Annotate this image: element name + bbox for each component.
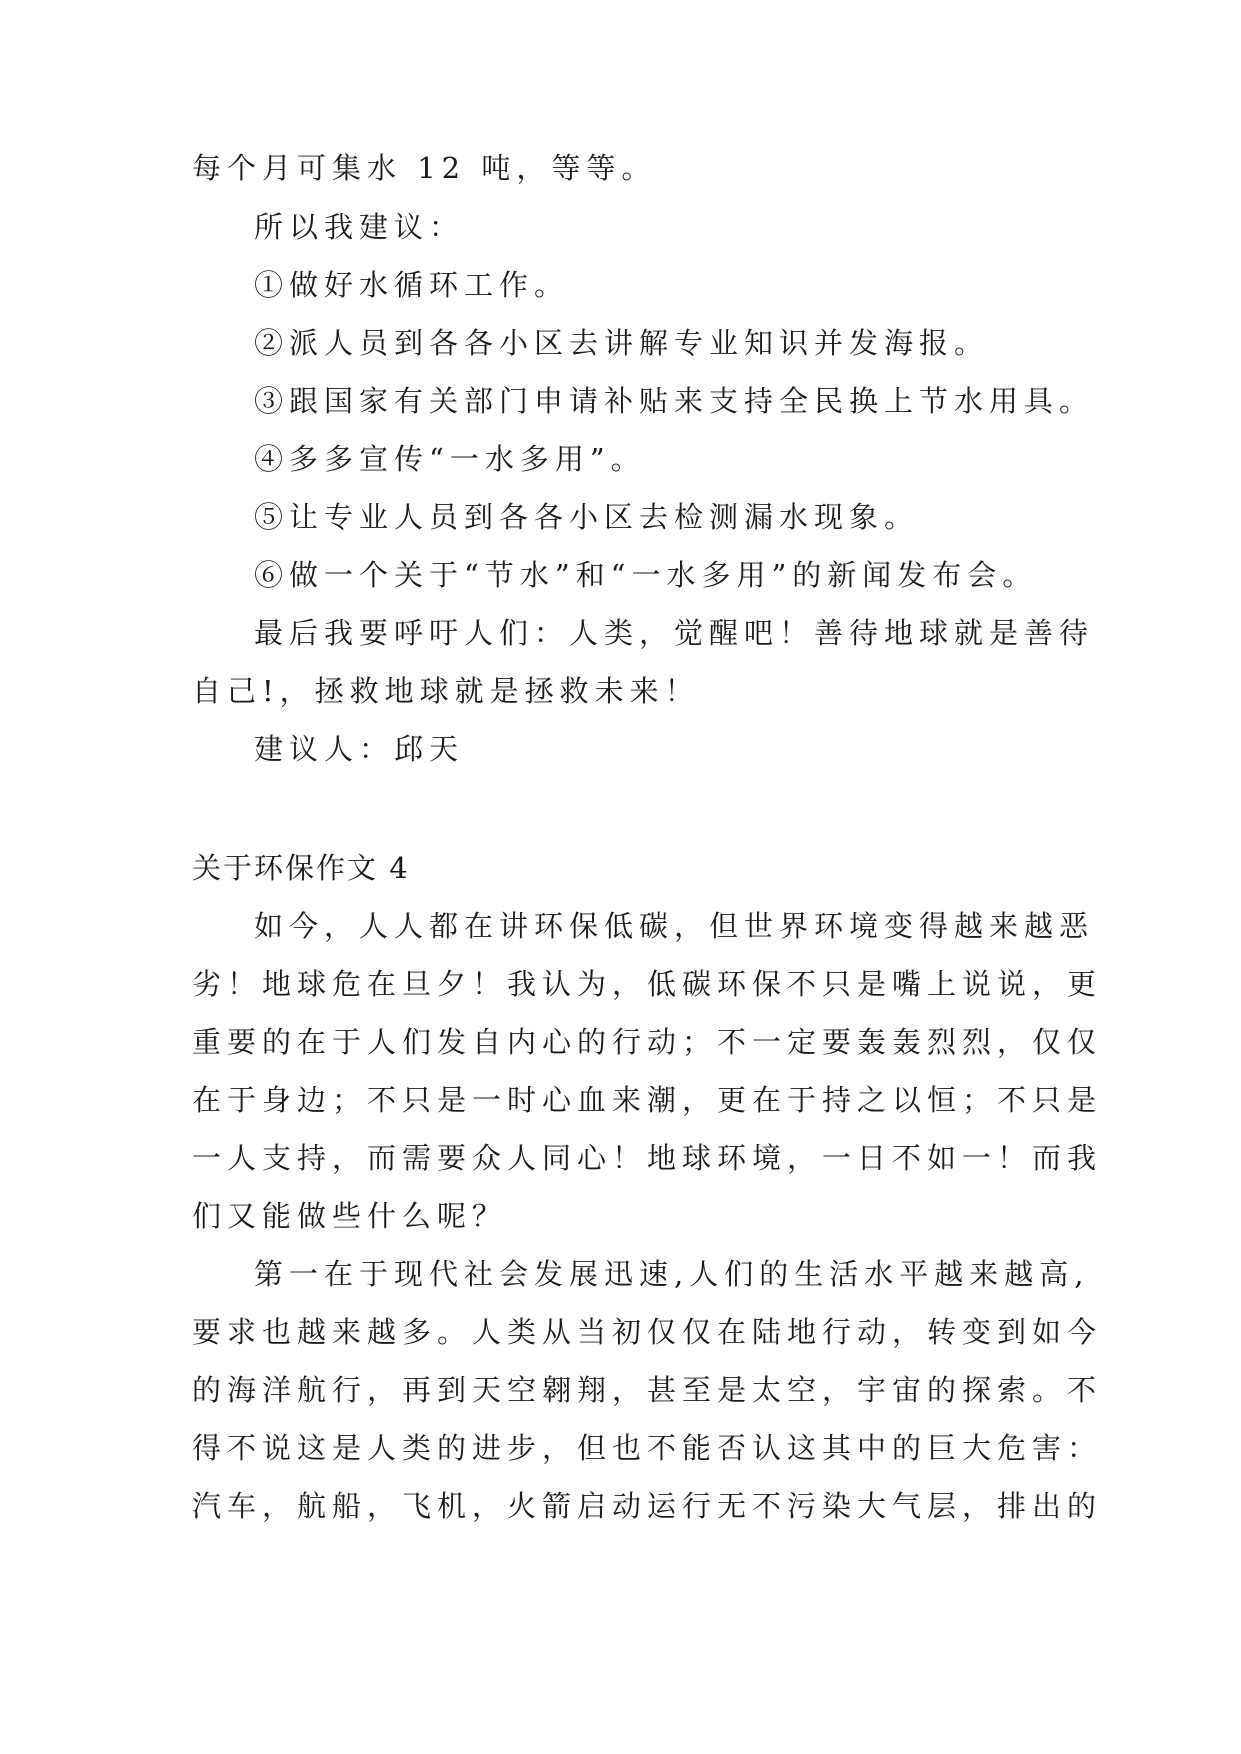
paragraph-line: 重要的在于人们发自内心的行动；不一定要轰轰烈烈，仅仅 (192, 1025, 1103, 1059)
suggestion-item: ⑥做一个关于“节水”和“一水多用”的新闻发布会。 (254, 558, 1038, 592)
suggestion-item: ①做好水循环工作。 (254, 268, 570, 302)
paragraph-line: 得不说这是人类的进步，但也不能否认这其中的巨大危害： (192, 1431, 1103, 1465)
suggestion-item: ④多多宣传“一水多用”。 (254, 442, 646, 476)
paragraph-line: 要求也越来越多。人类从当初仅仅在陆地行动，转变到如今 (192, 1315, 1103, 1349)
appeal-line: 最后我要呼吁人们：人类，觉醒吧！善待地球就是善待 (254, 616, 1095, 650)
suggestion-item: ⑤让专业人员到各各小区去检测漏水现象。 (254, 500, 920, 534)
paragraph-line: 的海洋航行，再到天空翱翔，甚至是太空，宇宙的探索。不 (192, 1373, 1103, 1407)
paragraph-line: 汽车，航船，飞机，火箭启动运行无不污染大气层，排出的 (192, 1489, 1103, 1523)
paragraph-line: 一人支持，而需要众人同心！地球环境，一日不如一！而我 (192, 1141, 1103, 1175)
continuation-line: 每个月可集水 12 吨，等等。 (192, 151, 657, 185)
paragraph-line: 劣！地球危在旦夕！我认为，低碳环保不只是嘴上说说，更 (192, 967, 1103, 1001)
section-heading: 关于环保作文 4 (192, 851, 410, 885)
appeal-line: 自己!，拯救地球就是拯救未来！ (192, 674, 700, 708)
paragraph-line: 第一在于现代社会发展迅速,人们的生活水平越来越高, (254, 1257, 1090, 1291)
paragraph-line: 们又能做些什么呢？ (192, 1199, 508, 1233)
signature: 建议人：邱天 (254, 732, 465, 766)
paragraph-line: 如今，人人都在讲环保低碳，但世界环境变得越来越恶 (254, 909, 1095, 943)
suggestion-item: ②派人员到各各小区去讲解专业知识并发海报。 (254, 326, 990, 360)
paragraph-line: 在于身边；不只是一时心血来潮，更在于持之以恒；不只是 (192, 1083, 1103, 1117)
proposal-intro: 所以我建议： (254, 210, 465, 244)
suggestion-item: ③跟国家有关部门申请补贴来支持全民换上节水用具。 (254, 384, 1095, 418)
